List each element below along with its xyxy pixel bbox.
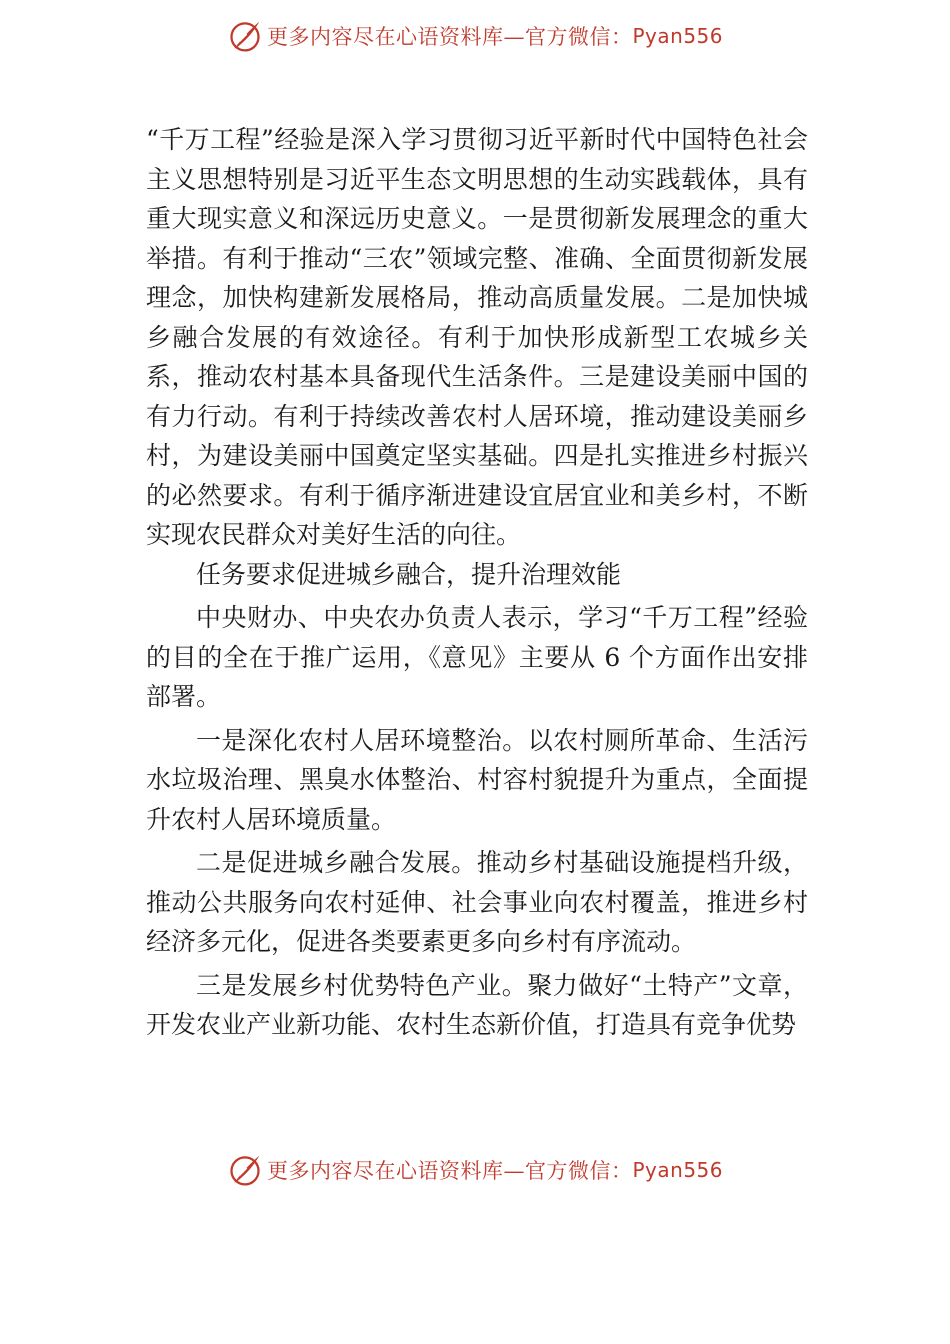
paragraph: 一是深化农村人居环境整治。以农村厕所革命、生活污水垃圾治理、黑臭水体整治、村容村貌提升为重点，全面提升农村人居环境质量。 [146, 725, 808, 834]
document-body [146, 120, 808, 1045]
quill-pen-logo-icon [227, 1152, 263, 1188]
section-heading: 任务要求促进城乡融合，提升治理效能 [196, 559, 622, 589]
footer-banner-text: 更多内容尽在心语资料库—官方微信： [266, 1159, 633, 1183]
paragraph: “千万工程”经验是深入学习贯彻习近平新时代中国特色社会主义思想特别是习近平生态文明思想的生动实践载体，具有重大现实意义和深远历史意义。一是贯彻新发展理念的重大举措。有利于推动“三农”领域完整、准确、全面贯彻新发展理念，加快构建新发展格局，推动高质量发展。二是加快城乡融合发展的有效途径。有利于加快形成新型工农城乡关系，推动农村基本具备现代生活条件。三是建设美丽中国的有力行动。有利于持续改善农村人居环境，推动建设美丽乡村，为建设美丽中国奠定坚实基础。四是扎实推进乡村振兴的必然要求。有利于循序渐进建设宜居宜业和美乡村，不断实现农民群众对美好生活的向往。 [146, 125, 808, 549]
footer-banner [0, 1148, 950, 1192]
header-banner [0, 14, 950, 58]
header-banner-text: 更多内容尽在心语资料库—官方微信： [266, 25, 633, 49]
paragraph: 中央财办、中央农办负责人表示，学习“千万工程”经验的目的全在于推广运用，《意见》主要从 6 个方面作出安排部署。 [146, 603, 808, 711]
quill-pen-logo-icon [227, 18, 263, 54]
header-wechat-id: Pyan556 [632, 24, 723, 48]
paragraph: 二是促进城乡融合发展。推动乡村基础设施提档升级，推动公共服务向农村延伸、社会事业向农村覆盖，推进乡村经济多元化，促进各类要素更多向乡村有序流动。 [146, 848, 808, 956]
paragraph: 三是发展乡村优势特色产业。聚力做好“土特产”文章，开发农业产业新功能、农村生态新价值，打造具有竞争优势 [146, 970, 808, 1039]
footer-wechat-id: Pyan556 [632, 1158, 723, 1182]
